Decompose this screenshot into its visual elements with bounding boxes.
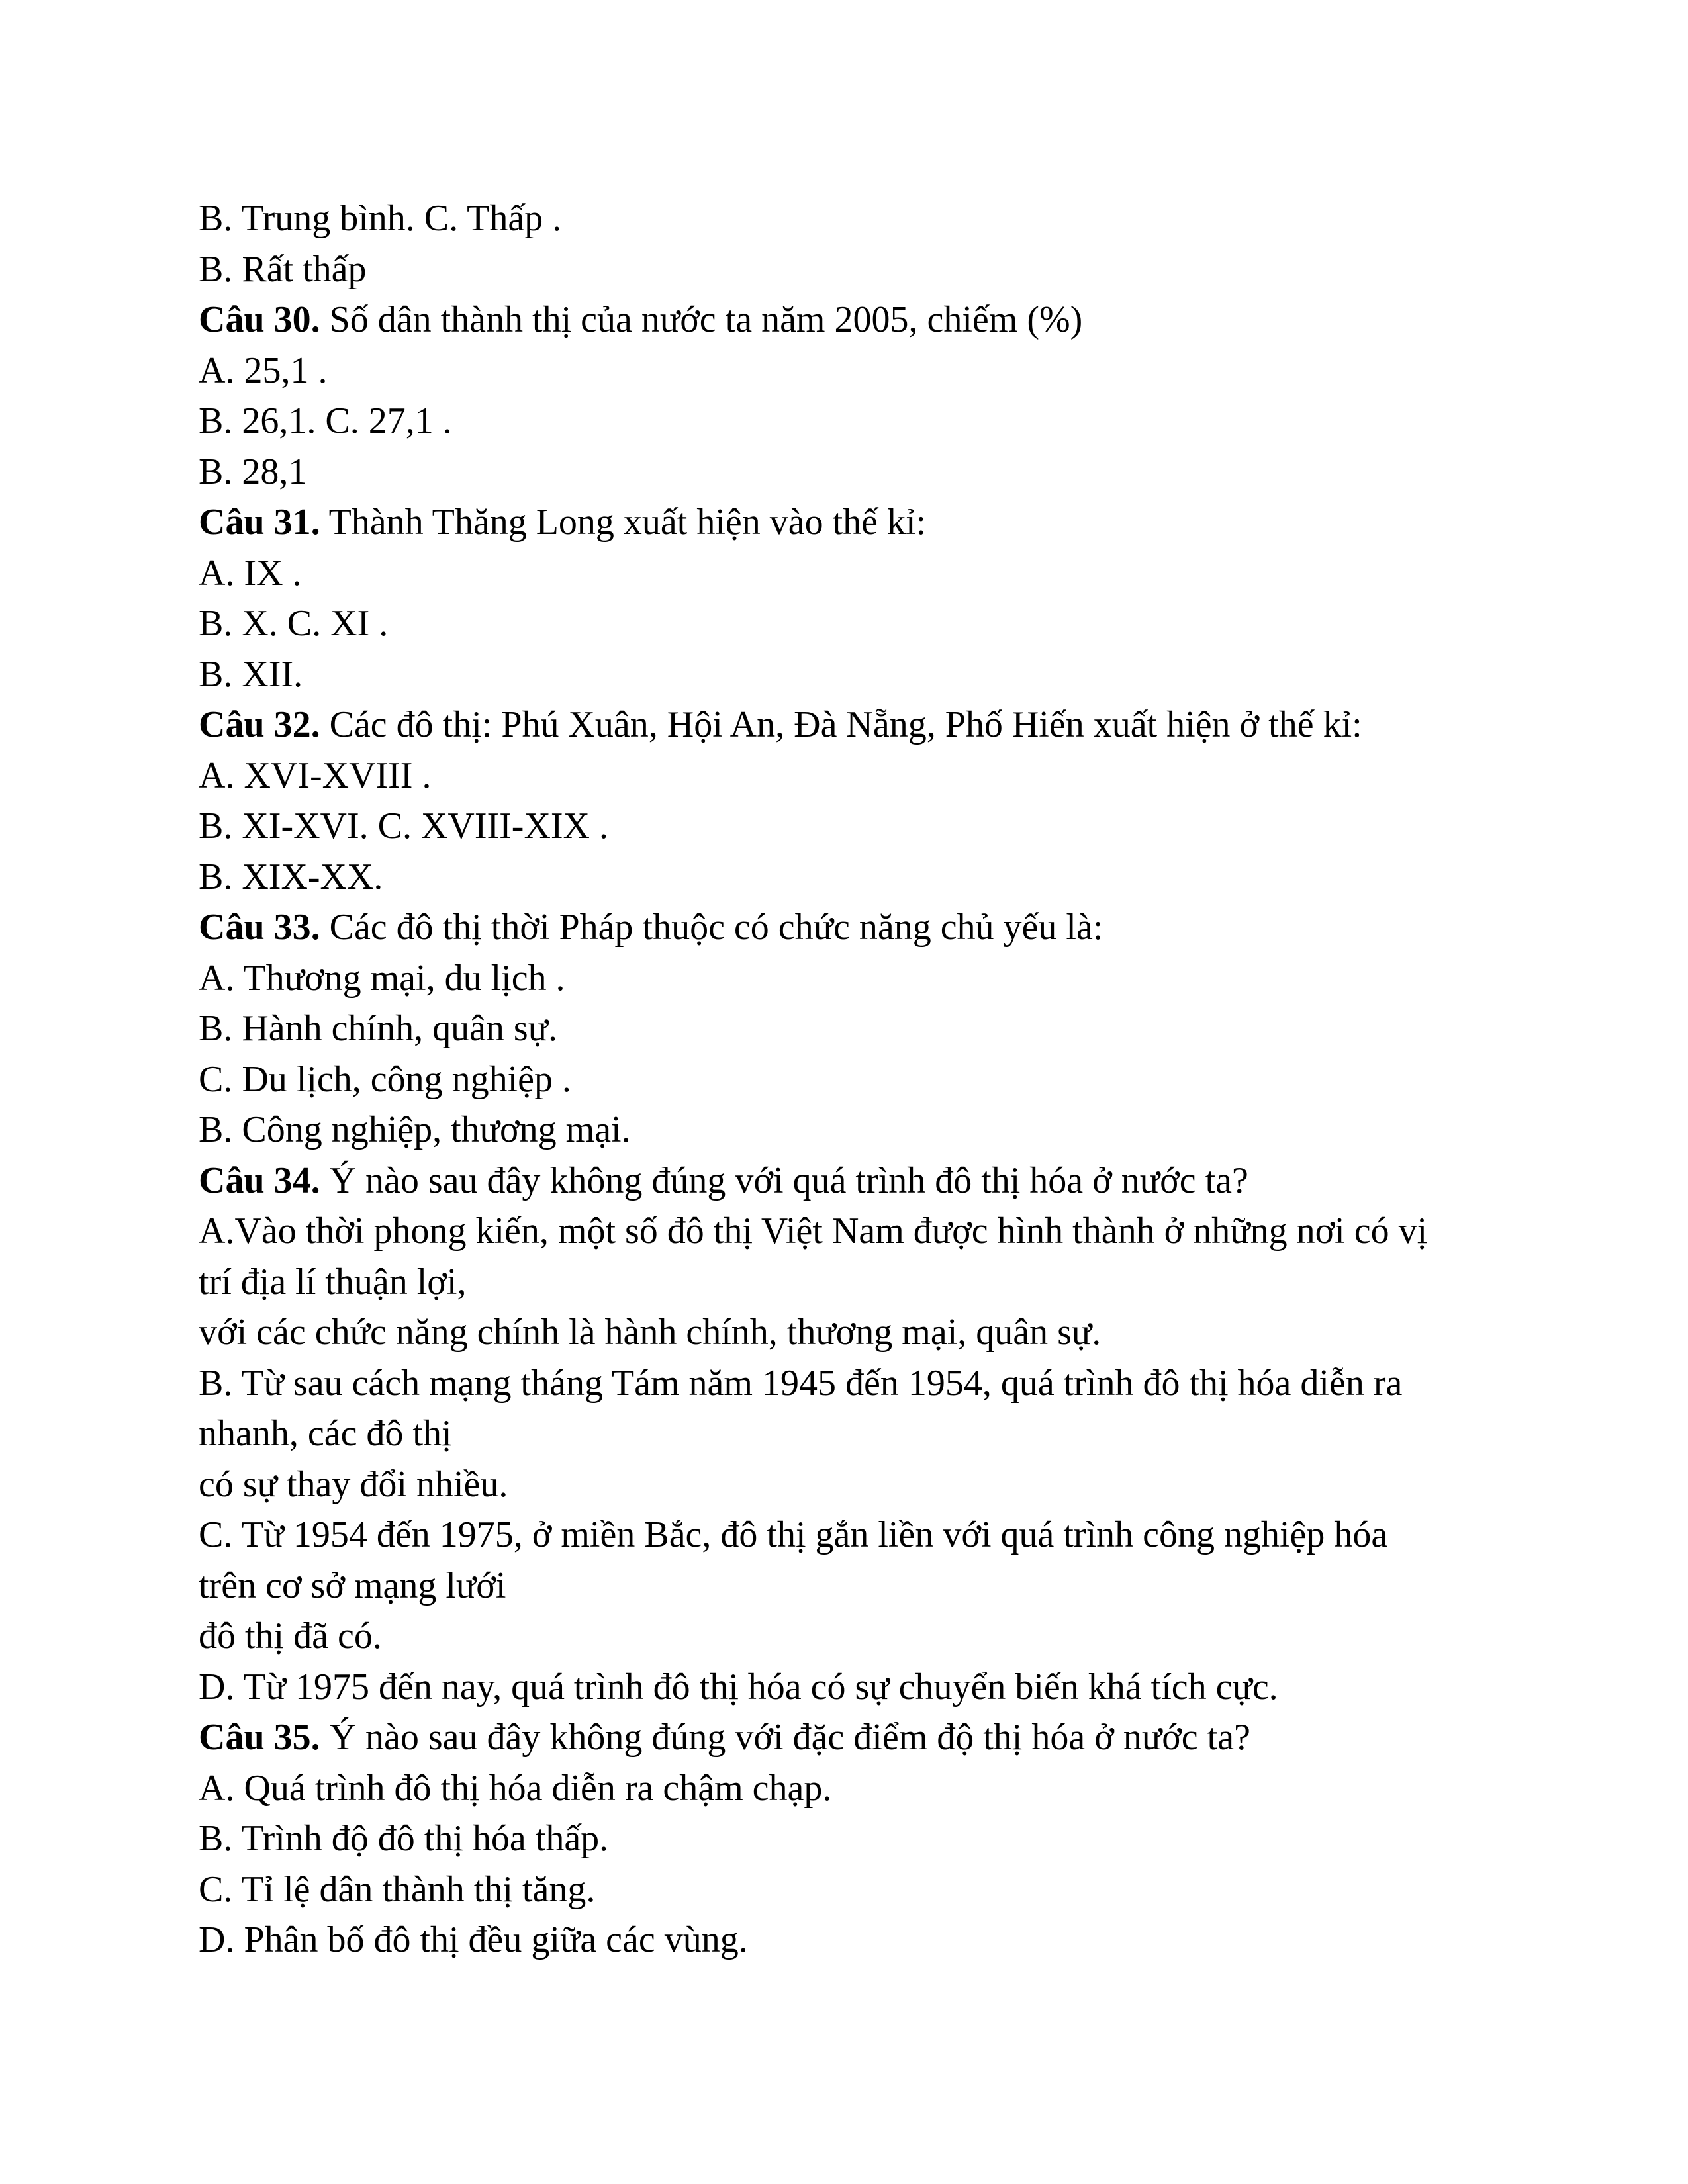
question-label: Câu 35. [199,1717,320,1758]
text-line [199,801,1523,852]
text-line [199,649,1523,700]
text-line [199,1003,1523,1054]
line-text: C. Du lịch, công nghiệp . [199,1058,572,1100]
line-text: C. Từ 1954 đến 1975, ở miền Bắc, đô thị gắn liền với quá trình công nghiệp hóa [199,1514,1388,1555]
text-line [199,1864,1523,1915]
text-line [199,1662,1523,1713]
text-line [199,447,1523,498]
text-line [199,1459,1523,1510]
question-text: Các đô thị thời Pháp thuộc có chức năng chủ yếu là: [320,907,1103,948]
line-text: B. X. C. XI . [199,603,389,644]
question-label: Câu 33. [199,907,320,948]
question-line [199,497,1523,548]
text-line [199,751,1523,801]
document-page [199,193,1523,1966]
text-line [199,193,1523,244]
line-text: A. Quá trình đô thị hóa diễn ra chậm chạp. [199,1767,832,1809]
line-text: B. 28,1 [199,451,307,492]
line-text: có sự thay đổi nhiều. [199,1463,508,1505]
line-text: trên cơ sở mạng lưới [199,1565,506,1606]
line-text: A.Vào thời phong kiến, một số đô thị Việt Nam được hình thành ở những nơi có vị [199,1210,1428,1251]
line-text: B. 26,1. C. 27,1 . [199,400,452,441]
line-text: B. Rất thấp [199,248,367,290]
line-text: A. IX . [199,552,302,594]
question-text: Thành Thăng Long xuất hiện vào thế kỉ: [320,502,927,543]
question-line [199,1156,1523,1206]
line-text: D. Từ 1975 đến nay, quá trình đô thị hóa có sự chuyển biến khá tích cực. [199,1666,1278,1707]
text-line [199,396,1523,447]
line-text: đô thị đã có. [199,1615,382,1657]
line-text: B. Trung bình. C. Thấp . [199,198,562,239]
text-line [199,345,1523,396]
question-label: Câu 31. [199,502,320,543]
line-text: B. Hành chính, quân sự. [199,1008,558,1049]
text-line [199,244,1523,295]
line-text: trí địa lí thuận lợi, [199,1261,467,1302]
text-line [199,1561,1523,1612]
text-line [199,548,1523,599]
text-line [199,1408,1523,1459]
question-label: Câu 30. [199,299,320,340]
line-text: nhanh, các đô thị [199,1413,452,1454]
text-line [199,1054,1523,1105]
question-text: Số dân thành thị của nước ta năm 2005, chiếm (%) [320,299,1083,340]
text-line [199,1813,1523,1864]
question-text: Ý nào sau đây không đúng với đặc điểm độ thị hóa ở nước ta? [320,1717,1250,1758]
text-line [199,953,1523,1004]
question-line [199,1712,1523,1763]
line-text: A. Thương mại, du lịch . [199,957,565,999]
text-line [199,1307,1523,1358]
question-label: Câu 32. [199,704,320,745]
line-text: A. XVI-XVIII . [199,754,432,796]
text-line [199,1105,1523,1156]
text-line [199,1358,1523,1409]
line-text: B. XII. [199,653,303,695]
line-text: B. Từ sau cách mạng tháng Tám năm 1945 đến 1954, quá trình đô thị hóa diễn ra [199,1362,1403,1404]
question-line [199,295,1523,345]
text-line [199,598,1523,649]
line-text: B. Trình độ đô thị hóa thấp. [199,1818,609,1859]
question-line [199,700,1523,751]
text-line [199,1206,1523,1257]
question-line [199,902,1523,953]
text-line [199,1763,1523,1814]
question-label: Câu 34. [199,1160,320,1201]
text-line [199,1257,1523,1308]
line-text: với các chức năng chính là hành chính, thương mại, quân sự. [199,1312,1102,1353]
line-text: B. XI-XVI. C. XVIII-XIX . [199,805,608,846]
text-line [199,1915,1523,1966]
line-text: B. Công nghiệp, thương mại. [199,1109,631,1150]
text-line [199,1611,1523,1662]
line-text: A. 25,1 . [199,349,328,391]
text-line [199,1510,1523,1561]
text-line [199,852,1523,903]
question-text: Ý nào sau đây không đúng với quá trình đô thị hóa ở nước ta? [320,1160,1248,1201]
question-text: Các đô thị: Phú Xuân, Hội An, Đà Nẵng, Phố Hiến xuất hiện ở thế kỉ: [320,704,1362,745]
line-text: B. XIX-XX. [199,856,383,897]
line-text: C. Tỉ lệ dân thành thị tăng. [199,1868,596,1910]
line-text: D. Phân bố đô thị đều giữa các vùng. [199,1919,748,1960]
